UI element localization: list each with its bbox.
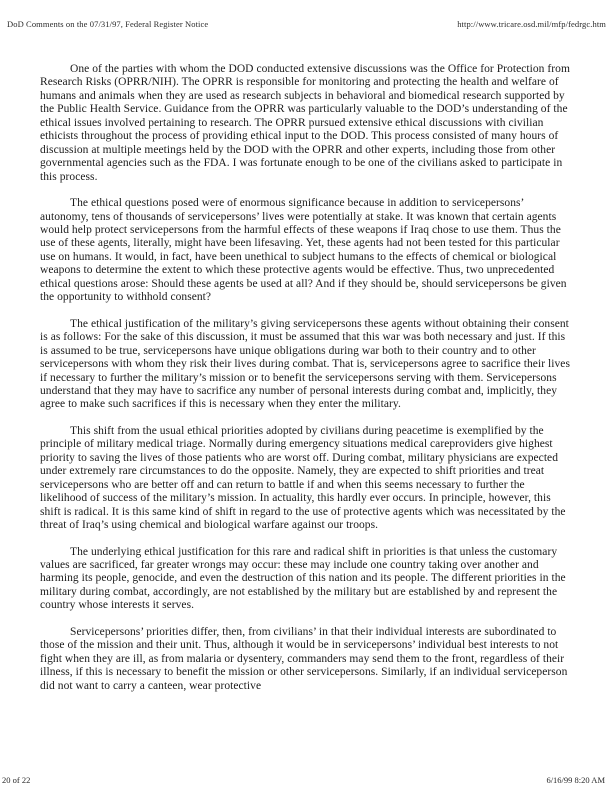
- paragraph-underlying-justification: The underlying ethical justification for this rare and radical shift in priorities is that unless the customary values are sacrificed, far greater wrongs may occur: these may include one country taking over another and harming its people, genocide, and even the destruction of this nation and its people. The different priorities in the military during combat, accordingly, are not established by the military but are established by and represent the country whose interests it serves.: [40, 545, 566, 612]
- paragraph-oprr-discussions: One of the parties with whom the DOD conducted extensive discussions was the Office for Protection from Research Risks (OPRR/NIH). The OPRR is responsible for monitoring and protecting the health and welfare of humans and animals when they are used as research subjects in behavioral and biomedical research supported by the Public Health Service. Guidance from the OPRR was particularly valuable to the DOD’s understanding of the ethical issues involved pertaining to research. The OPRR pursued extensive ethical discussions with civilian ethicists throughout the process of providing ethical input to the DOD. This process consisted of many hours of discussion at multiple meetings held by the DOD with the OPRR and other experts, including those from other governmental agencies such as the FDA. I was fortunate enough to be one of the civilians asked to participate in this process.: [40, 63, 570, 183]
- paragraph-ethical-questions: The ethical questions posed were of enormous significance because in addition to servicepersons’ autonomy, tens of thousands of servicepersons’ lives were potentially at stake. It was known that certain agents would help protect servicepersons from the harmful effects of these weapons if Iraq chose to use them. Thus the use of these agents, literally, might have been lifesaving. Yet, these agents had not been tested for this particular use on humans. It would, in fact, have been unethical to subject humans to the effects of chemical or biological weapons to determine the extent to which these protective agents would be effective. Thus, two unprecedented ethical questions arose: Should these agents be used at all? And if they should be, should servicepersons be given the opportunity to withhold consent?: [40, 197, 567, 304]
- paragraph-ethical-justification: The ethical justification of the military’s giving servicepersons these agents without obtaining their consent is as follows: For the sake of this discussion, it must be assumed that this war was both necessary and just. If this is assumed to be true, servicepersons have unique obligations during war both to their country and to other servicepersons with whom they risk their lives during combat. That is, servicepersons agree to sacrifice their lives if necessary to further the military’s mission or to benefit the servicepersons serving with them. Servicepersons understand that they may have to sacrifice any number of personal interests during combat and, implicitly, they agree to make such sacrifices if this is necessary when they enter the military.: [40, 317, 570, 411]
- header-url: http://www.tricare.osd.mil/mfp/fedrgc.htm: [457, 19, 606, 29]
- paragraph-medical-triage: This shift from the usual ethical priorities adopted by civilians during peacetime is exemplified by the principle of military medical triage. Normally during emergency situations medical careproviders give highest priority to saving the lives of those patients who are worst off. During combat, military physicians are expected under extremely rare circumstances to do the opposite. Namely, they are expected to shift priorities and treat servicepersons who are better off and can return to battle if and when this seems necessary to further the likelihood of success of the military’s mission. In actuality, this hardly ever occurs. In principle, however, this shift is radical. It is this same kind of shift in regard to the use of protective agents which was necessitated by the threat of Iraq’s using chemical and biological warfare against our troops.: [40, 424, 566, 532]
- page-footer: [2, 775, 605, 785]
- page-header: [7, 19, 606, 29]
- footer-page-number: 20 of 22: [2, 775, 31, 785]
- paragraph-servicepersons-priorities: Servicepersons’ priorities differ, then, from civilians’ in that their individual interests are subordinated to those of the mission and their unit. Thus, although it would be in servicepersons’ individual best interests to not fight when they are ill, as from malaria or dysentery, commanders may send them to the front, regardless of their illness, if this is necessary to benefit the mission or other servicepersons. Similarly, if an individual serviceperson did not want to carry a canteen, wear protective: [40, 625, 568, 692]
- footer-timestamp: 6/16/99 8:20 AM: [546, 775, 605, 785]
- header-title: DoD Comments on the 07/31/97, Federal Register Notice: [7, 19, 209, 29]
- document-body: [40, 63, 573, 706]
